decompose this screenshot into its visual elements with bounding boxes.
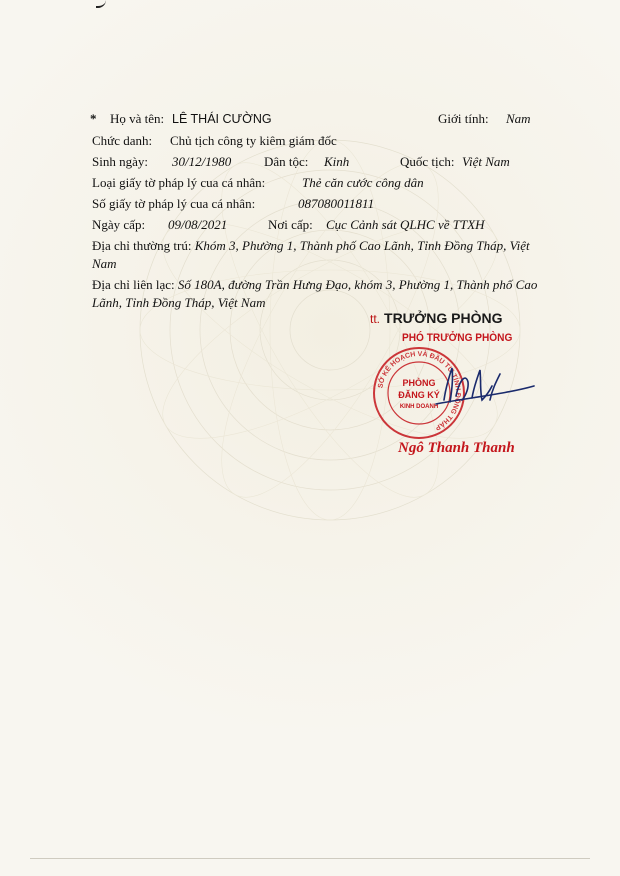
ethnicity-value: Kinh bbox=[324, 154, 350, 169]
contact-address-row bbox=[92, 276, 542, 312]
id-number-row bbox=[92, 195, 542, 213]
handwritten-signature-icon bbox=[426, 356, 536, 416]
permanent-address-label: Địa chỉ thường trú: bbox=[92, 238, 192, 253]
stamp-line-1: PHÒNG bbox=[402, 378, 436, 388]
signature-prefix: tt. bbox=[370, 312, 381, 326]
position-label: Chức danh: bbox=[92, 133, 153, 148]
position-row bbox=[92, 132, 542, 150]
nationality-label: Quốc tịch: bbox=[400, 154, 455, 169]
dob-row bbox=[92, 153, 542, 171]
issue-date-value: 09/08/2021 bbox=[168, 217, 228, 232]
signer-name: Ngô Thanh Thanh bbox=[398, 440, 515, 456]
issue-date-label: Ngày cấp: bbox=[92, 217, 146, 232]
stamp-line-3: KINH DOANH bbox=[399, 404, 439, 410]
issue-row bbox=[92, 216, 542, 234]
dob-label: Sinh ngày: bbox=[92, 154, 148, 169]
signature-title bbox=[370, 310, 502, 326]
name-value: LÊ THÁI CƯỜNG bbox=[172, 112, 272, 126]
gender-label: Giới tính: bbox=[438, 111, 489, 126]
dob-value: 30/12/1980 bbox=[172, 154, 232, 169]
bullet-star: * bbox=[90, 111, 97, 126]
contact-address-value: Số 180A, đường Trần Hưng Đạo, khóm 3, Phường 1, Thành phố Cao Lãnh, Tỉnh Đồng Tháp, Việt Nam bbox=[92, 277, 538, 310]
name-label: Họ và tên: bbox=[110, 111, 165, 126]
id-type-label: Loại giấy tờ pháp lý cua cá nhân: bbox=[92, 175, 266, 190]
issue-place-value: Cục Cảnh sát QLHC về TTXH bbox=[326, 217, 485, 232]
corner-mark bbox=[96, 0, 106, 8]
id-type-row bbox=[92, 174, 542, 192]
id-type-value: Thẻ căn cước công dân bbox=[302, 175, 424, 190]
deputy-title: PHÓ TRƯỞNG PHÒNG bbox=[402, 332, 513, 344]
ethnicity-label: Dân tộc: bbox=[264, 154, 309, 169]
stamp-line-2: ĐĂNG KÝ bbox=[398, 390, 440, 400]
legal-representative-info bbox=[92, 110, 542, 312]
name-row bbox=[92, 110, 542, 128]
id-number-value: 087080011811 bbox=[298, 196, 375, 211]
position-value: Chủ tịch công ty kiêm giám đốc bbox=[170, 133, 337, 148]
signature-title-text: TRƯỞNG PHÒNG bbox=[384, 310, 503, 326]
issue-place-label: Nơi cấp: bbox=[268, 217, 313, 232]
id-number-label: Số giấy tờ pháp lý cua cá nhân: bbox=[92, 196, 256, 211]
nationality-value: Việt Nam bbox=[462, 154, 510, 169]
contact-address-label: Địa chỉ liên lạc: bbox=[92, 277, 175, 292]
permanent-address-row bbox=[92, 237, 542, 273]
stamp-ring-text: SỞ KẾ HOẠCH VÀ ĐẦU TƯ TỈNH ĐỒNG THÁP bbox=[377, 350, 462, 431]
gender-value: Nam bbox=[506, 111, 531, 126]
footer-rule bbox=[30, 858, 590, 859]
permanent-address-value: Khóm 3, Phường 1, Thành phố Cao Lãnh, Tỉnh Đồng Tháp, Việt Nam bbox=[92, 238, 530, 271]
